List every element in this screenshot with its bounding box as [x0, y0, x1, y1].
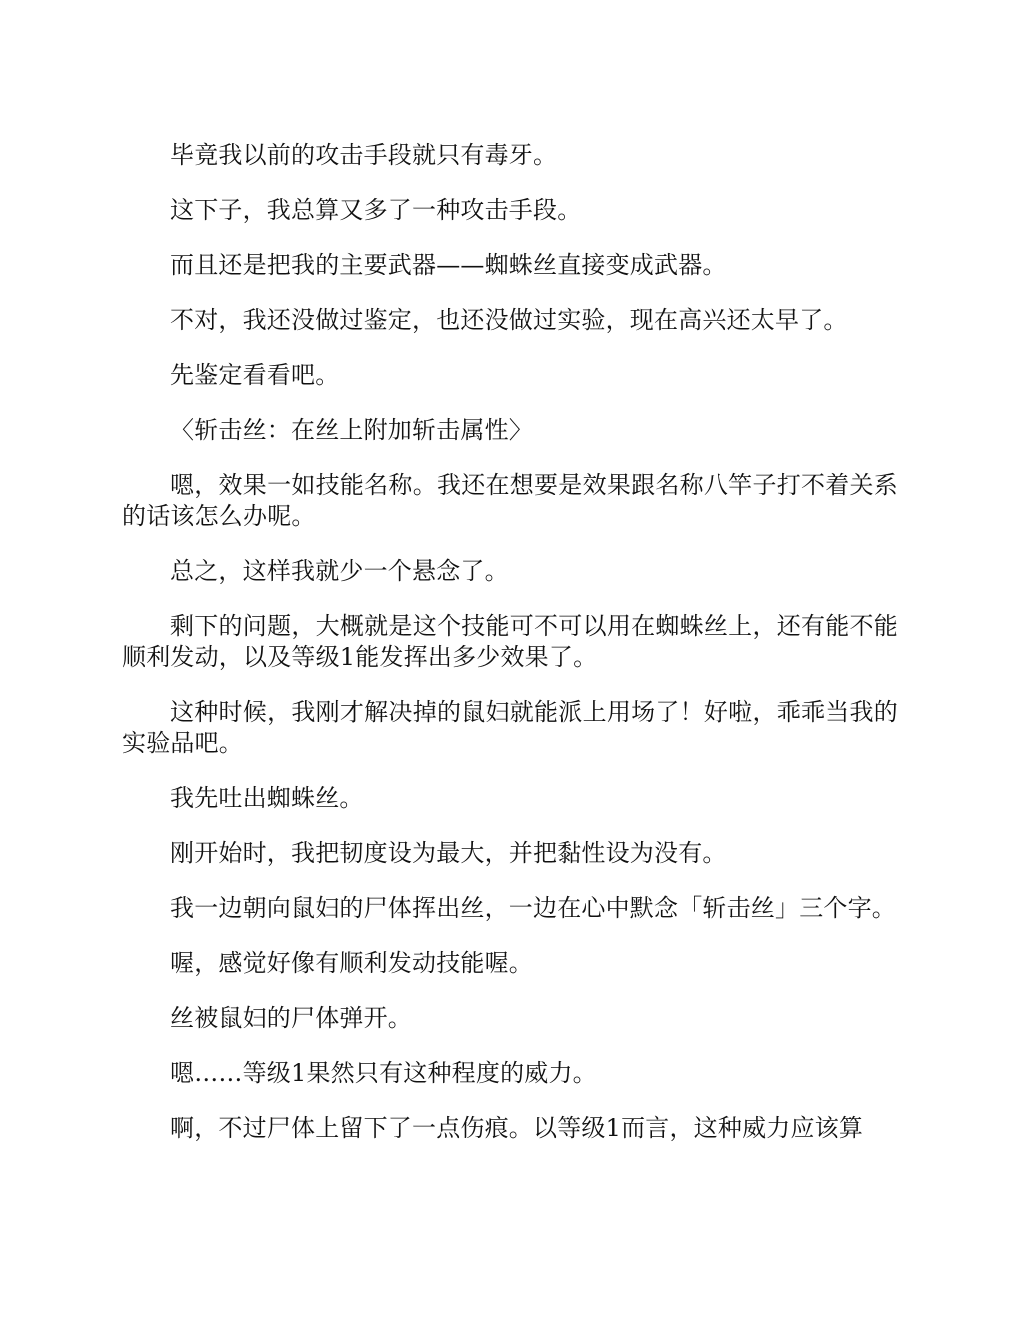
paragraph: 而且还是把我的主要武器——蜘蛛丝直接变成武器。	[170, 251, 727, 279]
paragraph: 剩下的问题，大概就是这个技能可不可以用在蜘蛛丝上，还有能不能顺利发动，以及等级1能发挥出多少效果了。	[122, 612, 898, 671]
paragraph: 总之，这样我就少一个悬念了。	[170, 557, 509, 585]
paragraph: 这种时候，我刚才解决掉的鼠妇就能派上用场了！好啦，乖乖当我的实验品吧。	[122, 698, 898, 757]
paragraph: 毕竟我以前的攻击手段就只有毒牙。	[170, 141, 558, 169]
paragraph: 我先吐出蜘蛛丝。	[170, 784, 364, 812]
paragraph: 〈斩击丝：在丝上附加斩击属性〉	[170, 416, 533, 444]
text-column	[122, 140, 898, 1168]
paragraph: 啊，不过尸体上留下了一点伤痕。以等级1而言，这种威力应该算	[170, 1114, 864, 1142]
paragraph: 丝被鼠妇的尸体弹开。	[170, 1004, 412, 1032]
paragraph: 这下子，我总算又多了一种攻击手段。	[170, 196, 582, 224]
paragraph: 嗯……等级1果然只有这种程度的威力。	[170, 1059, 597, 1087]
paragraph: 嗯，效果一如技能名称。我还在想要是效果跟名称八竿子打不着关系的话该怎么办呢。	[122, 471, 898, 530]
paragraph: 不对，我还没做过鉴定，也还没做过实验，现在高兴还太早了。	[170, 306, 848, 334]
paragraph: 我一边朝向鼠妇的尸体挥出丝，一边在心中默念「斩击丝」三个字。	[170, 894, 896, 922]
paragraph: 先鉴定看看吧。	[170, 361, 340, 389]
paragraph: 喔，感觉好像有顺利发动技能喔。	[170, 949, 533, 977]
paragraph: 刚开始时，我把韧度设为最大，并把黏性设为没有。	[170, 839, 727, 867]
